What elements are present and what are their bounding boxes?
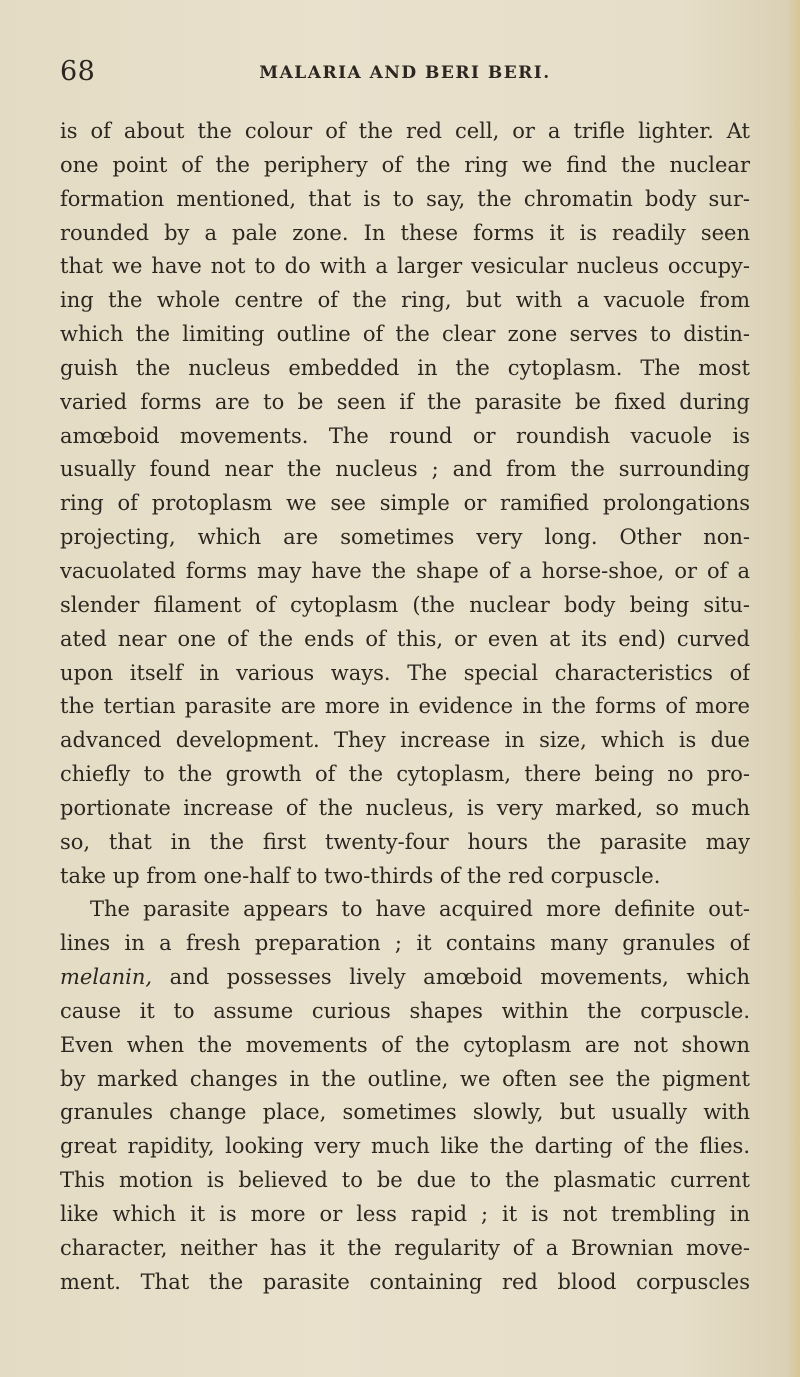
body-text — [60, 115, 750, 1300]
text-line: granules change place, sometimes slowly, but usually with — [60, 1100, 750, 1125]
text-line: This motion is believed to be due to the plasmatic current — [60, 1168, 750, 1193]
text-line: varied forms are to be seen if the parasite be fixed during — [60, 389, 750, 414]
text-line: ing the whole centre of the ring, but with a vacuole from — [60, 288, 750, 313]
text-line: chiefly to the growth of the cytoplasm, there being no pro- — [60, 762, 750, 787]
text-line: slender filament of cytoplasm (the nuclear body being situ- — [60, 592, 750, 617]
text-line: is of about the colour of the red cell, or a trifle lighter. At — [60, 119, 750, 143]
text-line: Even when the movements of the cytoplasm are not shown — [60, 1032, 750, 1057]
text-line: so, that in the first twenty-four hours the parasite may — [60, 829, 750, 854]
text-line-rest: and possesses lively amœboid movements, which — [169, 965, 750, 990]
text-line: lines in a fresh preparation ; it contains many granules of — [60, 931, 750, 956]
text-line: the tertian parasite are more in evidence in the forms of more — [60, 694, 750, 719]
text-line: by marked changes in the outline, we often see the pigment — [60, 1066, 750, 1091]
text-line: that we have not to do with a larger vesicular nucleus occupy- — [60, 254, 750, 279]
text-line: like which it is more or less rapid ; it is not trembling in — [60, 1202, 750, 1226]
italic-term: melanin, — [60, 965, 153, 990]
text-line: which the limiting outline of the clear zone serves to distin- — [60, 322, 750, 347]
text-line: character, neither has it the regularity of a Brownian move- — [60, 1235, 750, 1260]
text-line: one point of the periphery of the ring we find the nuclear — [60, 152, 750, 177]
text-line: guish the nucleus embedded in the cytoplasm. The most — [60, 355, 750, 380]
page-number: 68 — [60, 56, 96, 87]
text-line: vacuolated forms may have the shape of a horse-shoe, or of a — [60, 558, 750, 583]
text-line: The parasite appears to have acquired more definite out- — [90, 897, 750, 922]
page-header — [60, 54, 750, 90]
text-line: amœboid movements. The round or roundish vacuole is — [60, 423, 750, 448]
text-line: take up from one-half to two-thirds of the red corpuscle. — [60, 863, 661, 888]
running-head: MALARIA AND BERI BERI. — [259, 63, 551, 83]
text-line: ment. That the parasite containing red blood corpuscles — [60, 1269, 750, 1294]
text-line: usually found near the nucleus ; and from the surrounding — [60, 457, 750, 482]
text-line: great rapidity, looking very much like the darting of the flies. — [60, 1134, 750, 1159]
text-line: cause it to assume curious shapes within the corpuscle. — [60, 998, 750, 1023]
text-line: formation mentioned, that is to say, the chromatin body sur- — [60, 186, 750, 211]
page-edge-shadow — [786, 0, 800, 1377]
text-line: portionate increase of the nucleus, is very marked, so much — [60, 795, 750, 820]
text-line: ated near one of the ends of this, or even at its end) curved — [60, 626, 750, 651]
text-line-with-italic — [60, 961, 750, 995]
text-line: rounded by a pale zone. In these forms it is readily seen — [60, 220, 750, 245]
text-line: ring of protoplasm we see simple or ramified prolongations — [60, 491, 750, 516]
text-line: advanced development. They increase in size, which is due — [60, 728, 750, 753]
text-line: upon itself in various ways. The special characteristics of — [60, 660, 750, 685]
text-line: projecting, which are sometimes very long. Other non- — [60, 525, 750, 550]
